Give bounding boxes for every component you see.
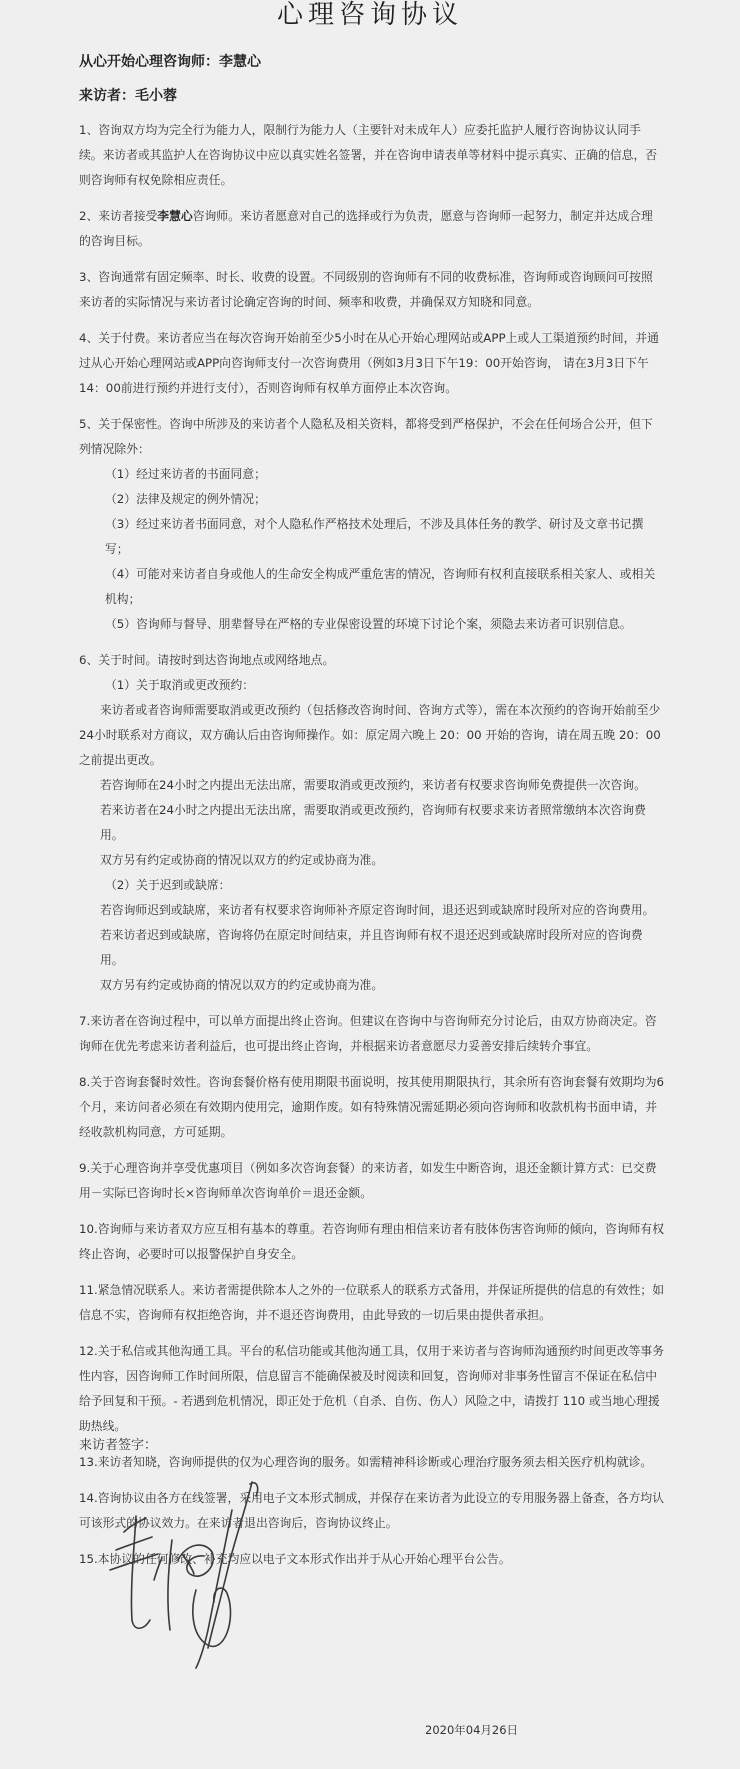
clause-2: 2、来访者接受李慧心咨询师。来访者愿意对自己的选择或行为负责，愿意与咨询师一起努力，制定并达成合理的咨询目标。: [79, 209, 653, 248]
clause-8: 8.关于咨询套餐时效性。咨询套餐价格有使用期限书面说明，按其使用期限执行，其余所有咨询套餐有效期均为6个月，来访问者必须在有效期内使用完，逾期作废。如有特殊情况需延期必须向咨询师和收款机构书面申请，并经收款机构同意，方可延期。: [79, 1075, 665, 1139]
clause-15: 15.本协议的任何修改、补充均应以电子文本形式作出并于从心开始心理平台公告。: [79, 1552, 511, 1566]
list-item: （5）咨询师与督导、朋辈督导在严格的专业保密设置的环境下讨论个案，须隐去来访者可识别信息。: [105, 617, 632, 631]
clause-6-paragraph: 若来访者迟到或缺席，咨询将仍在原定时间结束，并且咨询师有权不退还迟到或缺席时段所对应的咨询费用。: [100, 928, 643, 967]
page-title: 心理咨询协议: [276, 0, 463, 30]
signature-label: 来访者签字：: [79, 1438, 158, 1453]
clause-6: 6、关于时间。请按时到达咨询地点或网络地点。: [79, 653, 335, 667]
clause-4: 4、关于付费。来访者应当在每次咨询开始前至少5小时在从心开始心理网站或APP上或人工渠道预约时间，并通过从心开始心理网站或APP向咨询师支付一次咨询费用（例如3月3日下午19：00开始咨询， 请在3月3日下午14：00前进行预约并进行支付），否则咨询师有权单方面停止本次咨询。: [79, 331, 659, 395]
list-item: （2）法律及规定的例外情况；: [105, 492, 266, 506]
clause-6-paragraph: 若咨询师迟到或缺席，来访者有权要求咨询师补齐原定咨询时间，退还迟到或缺席时段所对应的咨询费用。: [100, 903, 655, 917]
list-item: （4）可能对来访者自身或他人的生命安全构成严重危害的情况，咨询师有权利直接联系相关家人、或相关机构；: [105, 567, 656, 606]
clause-11: 11.紧急情况联系人。来访者需提供除本人之外的一位联系人的联系方式备用，并保证所提供的信息的有效性；如信息不实，咨询师有权拒绝咨询，并不退还咨询费用，由此导致的一切后果由提供者承担。: [79, 1283, 665, 1322]
clause-14: 14.咨询协议由各方在线签署，采用电子文本形式制成，并保存在来访者为此设立的专用服务器上备查，各方均认可该形式的协议效力。在来访者退出咨询后，咨询协议终止。: [79, 1491, 665, 1530]
clause-6-paragraph: 双方另有约定或协商的情况以双方的约定或协商为准。: [100, 978, 384, 992]
clause-6-paragraph: 双方另有约定或协商的情况以双方的约定或协商为准。: [100, 853, 384, 867]
client-line: 来访者：毛小蓉: [79, 88, 177, 104]
clause-3: 3、咨询通常有固定频率、时长、收费的设置。不同级别的咨询师有不同的收费标准，咨询师或咨询顾问可按照来访者的实际情况与来访者讨论确定咨询的时间、频率和收费，并确保双方知晓和同意。: [79, 270, 653, 309]
clause-7: 7.来访者在咨询过程中，可以单方面提出终止咨询。但建议在咨询中与咨询师充分讨论后，由双方协商决定。咨询师在优先考虑来访者利益后，也可提出终止咨询，并根据来访者意愿尽力妥善安排后续转介事宜。: [79, 1014, 657, 1053]
clause-5: 5、关于保密性。咨询中所涉及的来访者个人隐私及相关资料，都将受到严格保护，不会在任何场合公开，但下列情况除外：: [79, 417, 653, 456]
clause-6-paragraph: 若咨询师在24小时之内提出无法出席，需要取消或更改预约，来访者有权要求咨询师免费提供一次咨询。: [100, 778, 646, 792]
signing-date: 2020年04月26日: [425, 1723, 519, 1737]
clause-13: 13.来访者知晓，咨询师提供的仅为心理咨询的服务。如需精神科诊断或心理治疗服务须去相关医疗机构就诊。: [79, 1455, 653, 1469]
clause-6-subheading-2: （2）关于迟到或缺席：: [105, 878, 231, 892]
clause-1: 1、咨询双方均为完全行为能力人，限制行为能力人（主要针对未成年人）应委托监护人履行咨询协议认同手续。来访者或其监护人在咨询协议中应以真实姓名签署，并在咨询申请表单等材料中提示真实、正确的信息，否则咨询师有权免除相应责任。: [79, 123, 658, 187]
list-item: （1）经过来访者的书面同意；: [105, 467, 266, 481]
handwritten-signature: [100, 1470, 300, 1670]
list-item: （3）经过来访者书面同意，对个人隐私作严格技术处理后，不涉及具体任务的教学、研讨及文章书记撰写；: [105, 517, 644, 556]
clause-12: 12.关于私信或其他沟通工具。平台的私信功能或其他沟通工具，仅用于来访者与咨询师沟通预约时间更改等事务性内容，因咨询师工作时间所限，信息留言不能确保被及时阅读和回复，咨询师对非事务性留言不保证在私信中给予回复和干预。- 若遇到危机情况，即正处于危机（自杀、自伤、伤人）风险之中，请拨打 110 或当地心理援助热线。: [79, 1344, 665, 1433]
clause-6-subheading-1: （1）关于取消或更改预约：: [105, 678, 255, 692]
agreement-body: [79, 118, 664, 1583]
clause-6-paragraph: 若来访者在24小时之内提出无法出席，需要取消或更改预约，咨询师有权要求来访者照常缴纳本次咨询费用。: [100, 803, 646, 842]
clause-9: 9.关于心理咨询并享受优惠项目（例如多次咨询套餐）的来访者，如发生中断咨询，退还金额计算方式：已交费用－实际已咨询时长×咨询师单次咨询单价＝退还金额。: [79, 1161, 657, 1200]
counselor-line: 从心开始心理咨询师：李慧心: [79, 54, 261, 70]
clause-6-paragraph: 来访者或者咨询师需要取消或更改预约（包括修改咨询时间、咨询方式等），需在本次预约的咨询开始前至少24小时联系对方商议，双方确认后由咨询师操作。如：原定周六晚上 20：00 开始的咨询，请在周五晚 20：00 之前提出更改。: [79, 703, 661, 767]
clause-10: 10.咨询师与来访者双方应互相有基本的尊重。若咨询师有理由相信来访者有肢体伤害咨询师的倾向，咨询师有权终止咨询，必要时可以报警保护自身安全。: [79, 1222, 665, 1261]
counselor-name: 李慧心: [157, 209, 193, 223]
